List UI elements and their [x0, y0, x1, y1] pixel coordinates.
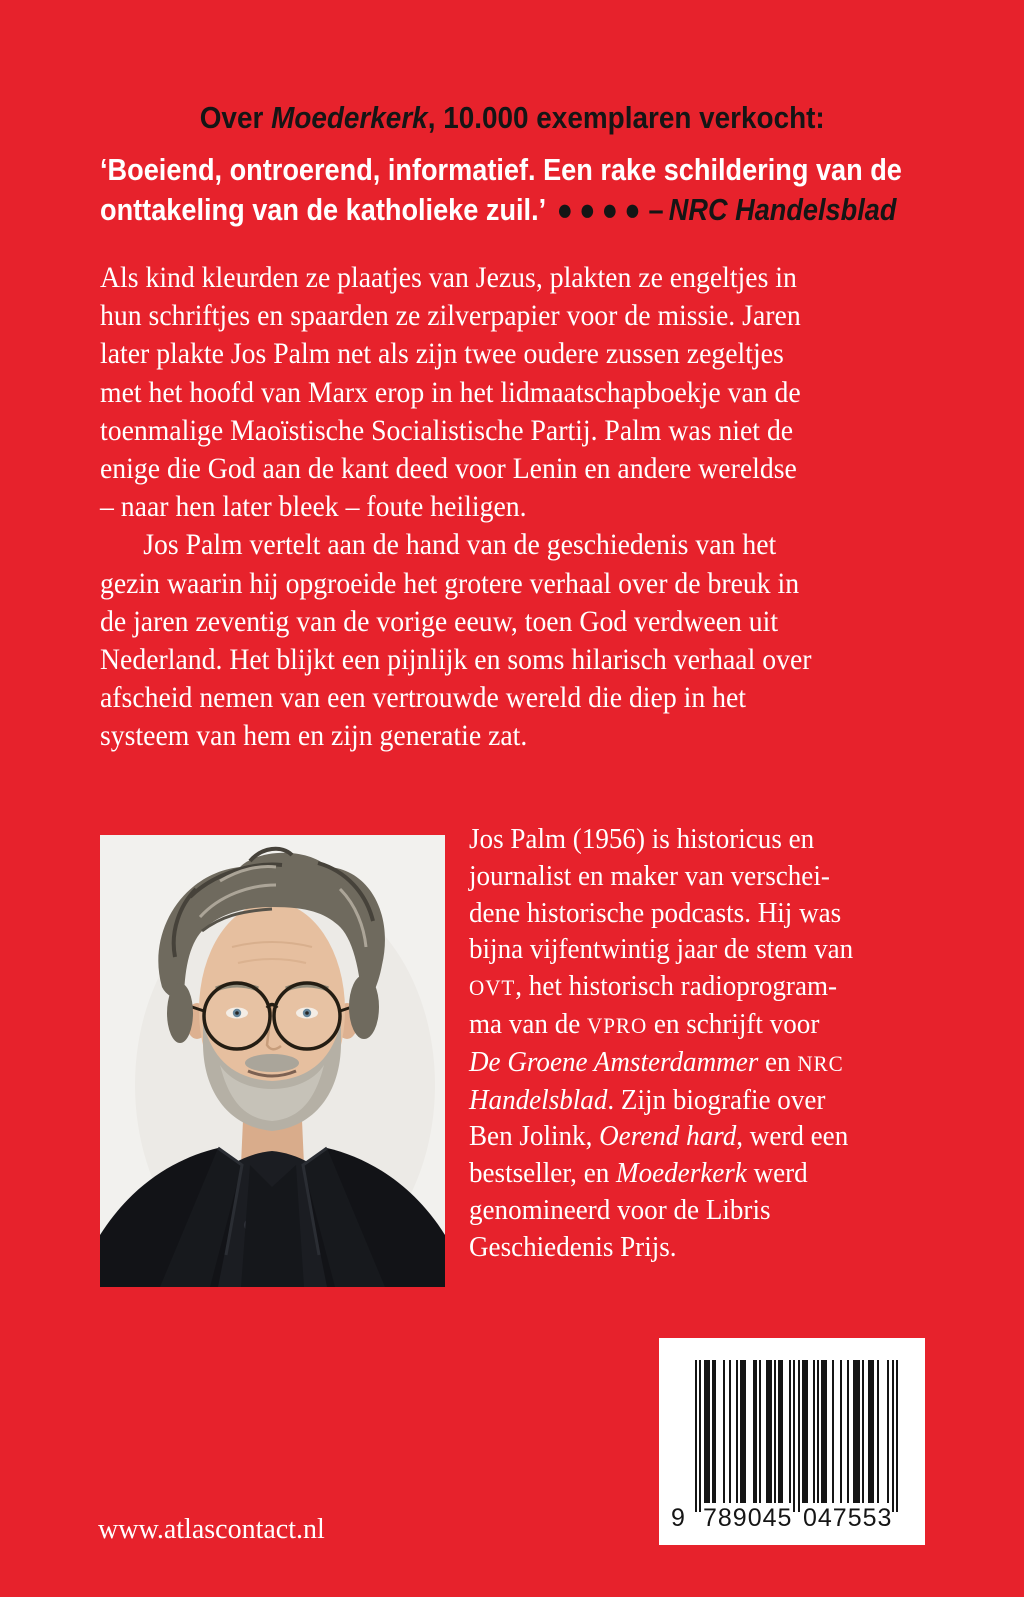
promo-headline: [0, 98, 1024, 138]
synopsis: [100, 259, 857, 756]
barcode-bar: [825, 1360, 827, 1503]
barcode-bar: [699, 1360, 701, 1512]
synopsis-line: later plakte Jos Palm net als zijn twee oudere zussen zegeltjes: [100, 338, 784, 371]
barcode-bar: [759, 1360, 761, 1503]
rating-dots-icon: ●●●●: [556, 192, 647, 227]
review-quote: [100, 150, 1016, 230]
barcode-bar: [774, 1360, 776, 1503]
barcode-bar: [695, 1360, 697, 1512]
barcode-bar: [840, 1360, 842, 1503]
barcode-bar: [887, 1360, 889, 1503]
barcode-bar: [714, 1360, 716, 1503]
bio-line: De Groene Amsterdammer en NRC: [469, 1046, 844, 1078]
synopsis-line: met het hoofd van Marx erop in het lidmaatschapboekje van de: [100, 376, 801, 409]
bio-line: bestseller, en Moederkerk werd: [469, 1158, 808, 1190]
barcode-bar: [892, 1360, 894, 1512]
barcode-bar: [832, 1360, 834, 1503]
barcode-bar: [729, 1360, 731, 1503]
bio-line: journalist en maker van verschei-: [469, 860, 830, 892]
synopsis-line: gezin waarin hij opgroeide het grotere verhaal over de breuk in: [100, 567, 800, 600]
bio-line: Jos Palm (1956) is historicus en: [469, 824, 815, 855]
barcode-bar: [862, 1360, 864, 1503]
barcode-digit-lead: 9: [671, 1504, 686, 1532]
barcode-bar: [780, 1360, 782, 1503]
barcode-digit-group2: 047553: [803, 1504, 893, 1532]
review-quote-line1: ‘Boeiend, ontroerend, informatief. Een rake schildering van de: [100, 152, 902, 187]
author-bio: [469, 822, 873, 1267]
synopsis-line: Als kind kleurden ze plaatjes van Jezus, plakten ze engeltjes in: [100, 262, 797, 294]
synopsis-line: Jos Palm vertelt aan de hand van de geschiedenis van het: [143, 529, 777, 562]
bio-line: OVT, het historisch radioprogram-: [469, 971, 838, 1003]
bio-line: bijna vijfentwintig jaar de stem van: [469, 934, 854, 966]
synopsis-line: afscheid nemen van een vertrouwde wereld die diep in het: [100, 682, 747, 715]
barcode-bar: [798, 1360, 800, 1512]
bio-line: genomineerd voor de Libris: [469, 1194, 771, 1226]
barcode-bar: [755, 1360, 757, 1503]
bio-line: Handelsblad. Zijn biografie over: [469, 1084, 826, 1116]
synopsis-line: hun schriftjes en spaarden ze zilverpapier voor de missie. Jaren: [100, 300, 801, 333]
review-quote-line2: onttakeling van de katholieke zuil.’: [100, 192, 547, 227]
barcode-digits: [659, 1502, 925, 1538]
barcode-bar: [723, 1360, 725, 1503]
bio-line: Ben Jolink, Oerend hard, werd een: [469, 1121, 849, 1153]
barcode-digit-group1: 789045: [703, 1504, 793, 1532]
barcode-bar: [736, 1360, 738, 1503]
barcode-bar: [847, 1360, 849, 1503]
promo-headline-suffix: , 10.000 exemplaren verkocht:: [427, 100, 825, 135]
barcode-bar: [744, 1360, 746, 1503]
synopsis-line: – naar hen later bleek – foute heiligen.: [100, 491, 527, 524]
synopsis-line: de jaren zeventig van de vorige eeuw, toen God verdween uit: [100, 605, 779, 638]
barcode-bar: [817, 1360, 819, 1503]
barcode-bar: [806, 1360, 808, 1503]
bio-line: Geschiedenis Prijs.: [469, 1231, 677, 1263]
barcode: [659, 1338, 925, 1545]
barcode-bar: [857, 1360, 859, 1503]
barcode-bar: [896, 1360, 898, 1512]
synopsis-line: Nederland. Het blijkt een pijnlijk en soms hilarisch verhaal over: [100, 644, 812, 677]
barcode-bar: [877, 1360, 879, 1503]
barcode-bar: [793, 1360, 795, 1512]
author-portrait-illustration: [100, 835, 445, 1287]
promo-headline-prefix: Over: [199, 100, 271, 135]
synopsis-line: systeem van hem en zijn generatie zat.: [100, 720, 528, 753]
synopsis-line: enige die God aan de kant deed voor Lenin en andere wereldse: [100, 453, 797, 486]
bio-line: dene historische podcasts. Hij was: [469, 897, 842, 929]
attribution-dash: –: [648, 192, 664, 227]
synopsis-line: toenmalige Maoïstische Socialistische Partij. Palm was niet de: [100, 414, 794, 447]
barcode-bar: [872, 1360, 874, 1503]
barcode-bar: [789, 1360, 791, 1503]
website-url: www.atlascontact.nl: [98, 1514, 325, 1545]
barcode-bars: [695, 1360, 898, 1512]
barcode-bar: [813, 1360, 815, 1503]
barcode-bar: [708, 1360, 710, 1503]
author-photo: [100, 835, 445, 1287]
attribution-source: NRC Handelsblad: [668, 192, 897, 227]
barcode-bar: [770, 1360, 772, 1503]
bio-line: ma van de VPRO en schrijft voor: [469, 1008, 820, 1040]
promo-headline-book-title: Moederkerk: [270, 100, 428, 135]
